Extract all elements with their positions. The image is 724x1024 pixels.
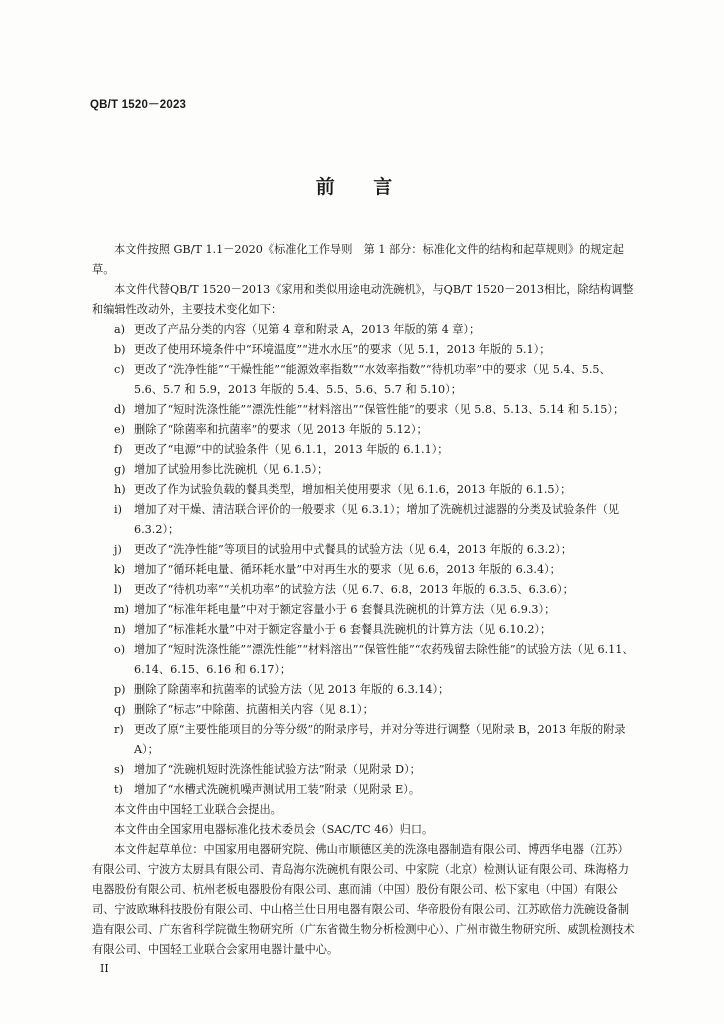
list-item-text: 更改了原“主要性能项目的分等分级”的附录序号，并对分等进行调整（见附录 B，2013 年版的附录 A）； xyxy=(134,723,626,756)
changes-list xyxy=(92,320,638,800)
page-number: II xyxy=(100,962,109,975)
list-item xyxy=(92,720,638,760)
list-item xyxy=(92,480,638,500)
list-item xyxy=(92,400,638,420)
list-item xyxy=(92,640,638,680)
list-item-label: e) xyxy=(114,423,125,436)
list-item xyxy=(92,760,638,780)
list-item-text: 增加了“洗碗机短时洗涤性能试验方法”附录（见附录 D）； xyxy=(134,763,421,776)
list-item-label: o) xyxy=(114,643,126,656)
list-item-label: q) xyxy=(114,703,126,716)
list-item-text: 更改了“待机功率”“关机功率”的试验方法（见 6.7、6.8，2013 年版的 6.3.5、6.3.6）； xyxy=(134,583,574,596)
list-item xyxy=(92,560,638,580)
list-item-label: t) xyxy=(114,783,123,796)
list-item xyxy=(92,460,638,480)
list-item xyxy=(92,320,638,340)
list-item-text: 删除了“标志”中除菌、抗菌相关内容（见 8.1）； xyxy=(134,703,374,716)
list-item xyxy=(92,440,638,460)
closing-paragraph-1: 本文件由中国轻工业联合会提出。 xyxy=(114,803,282,816)
list-item-text: 更改了产品分类的内容（见第 4 章和附录 A，2013 年版的第 4 章）； xyxy=(134,323,481,336)
list-item xyxy=(92,540,638,560)
list-item-label: j) xyxy=(114,543,122,556)
list-item xyxy=(92,360,638,400)
standard-code: QB/T 1520－2023 xyxy=(90,99,187,111)
list-item xyxy=(92,500,638,540)
list-item-label: s) xyxy=(114,763,125,776)
list-item-label: b) xyxy=(114,343,126,356)
list-item-label: g) xyxy=(114,463,126,476)
list-item-label: r) xyxy=(114,723,124,736)
list-item-text: 增加了“短时洗涤性能”“漂洗性能”“材料溶出”“保管性能”的要求（见 5.8、5.13、5.14 和 5.15）； xyxy=(134,403,625,416)
list-item-text: 增加了试验用参比洗碗机（见 6.1.5）； xyxy=(134,463,329,476)
list-item-text: 更改了“电源”中的试验条件（见 6.1.1，2013 年版的 6.1.1）； xyxy=(134,443,449,456)
list-item xyxy=(92,420,638,440)
list-item-text: 更改了作为试验负载的餐具类型，增加相关使用要求（见 6.1.6，2013 年版的 6.1.5）； xyxy=(134,483,572,496)
list-item-text: 删除了除菌率和抗菌率的试验方法（见 2013 年版的 6.3.14）； xyxy=(134,683,450,696)
page-title: 前 言 xyxy=(315,176,409,198)
list-item-label: d) xyxy=(114,403,126,416)
list-item-text: 增加了“标准耗水量”中对于额定容量小于 6 套餐具洗碗机的计算方法（见 6.10.2）； xyxy=(134,623,552,636)
list-item-label: n) xyxy=(114,623,126,636)
drafting-units-paragraph: 本文件起草单位：中国家用电器研究院、佛山市顺德区美的洗涤电器制造有限公司、博西华电器（江苏）有限公司、宁波方太厨具有限公司、青岛海尔洗碗机有限公司、中家院（北京）检测认证有限公司、珠海格力电器股份有限公司、杭州老板电器股份有限公司、惠而浦（中国）股份有限公司、松下家电（中国）有限公司、宁波欧琳科技股份有限公司、中山格兰仕日用电器有限公司、华帝股份有限公司、江苏欧倍力洗碗设备制造有限公司、广东省科学院微生物研究所（广东省微生物分析检测中心）、广州市微生物研究所、威凯检测技术有限公司、中国轻工业联合会家用电器计量中心。 xyxy=(92,843,635,956)
list-item xyxy=(92,680,638,700)
list-item xyxy=(92,620,638,640)
list-item-label: p) xyxy=(114,683,126,696)
list-item-label: a) xyxy=(114,323,126,336)
list-item-text: 更改了使用环境条件中“环境温度”“进水水压”的要求（见 5.1，2013 年版的 5.1）； xyxy=(134,343,551,356)
list-item xyxy=(92,340,638,360)
list-item-text: 更改了“洗净性能”“干燥性能”“能源效率指数”“水效率指数”“待机功率”中的要求（见 5.4、5.5、5.6、5.7 和 5.9，2013 年版的 5.4、5.5、5.6、5.7 和 5.10）； xyxy=(134,363,611,396)
list-item-text: 增加了“循环耗电量、循环耗水量”中对再生水的要求（见 6.6，2013 年版的 6.3.4）； xyxy=(134,563,561,576)
list-item-label: l) xyxy=(114,583,122,596)
intro-paragraph-2: 本文件代替QB/T 1520－2013《家用和类似用途电动洗碗机》，与QB/T 1520－2013相比，除结构调整和编辑性改动外，主要技术变化如下： xyxy=(92,283,634,316)
list-item-label: k) xyxy=(114,563,126,576)
list-item xyxy=(92,580,638,600)
list-item-text: 删除了“除菌率和抗菌率”的要求（见 2013 年版的 5.12）； xyxy=(134,423,428,436)
list-item xyxy=(92,780,638,800)
list-item xyxy=(92,700,638,720)
list-item-text: 增加了“短时洗涤性能”“漂洗性能”“材料溶出”“保管性能”“农药残留去除性能”的试验方法（见 6.11、6.14、6.15、6.16 和 6.17）； xyxy=(134,643,634,676)
list-item-label: i) xyxy=(114,503,122,516)
list-item-text: 增加了对干燥、清洁联合评价的一般要求（见 6.3.1）；增加了洗碗机过滤器的分类及试验条件（见 6.3.2）； xyxy=(134,503,620,536)
list-item-label: m) xyxy=(114,603,129,616)
list-item-label: c) xyxy=(114,363,125,376)
list-item-label: f) xyxy=(114,443,123,456)
foreword-body xyxy=(92,240,638,960)
closing-paragraph-2: 本文件由全国家用电器标准化技术委员会（SAC/TC 46）归口。 xyxy=(114,823,434,836)
list-item-text: 增加了“水槽式洗碗机噪声测试用工装”附录（见附录 E）。 xyxy=(134,783,421,796)
list-item xyxy=(92,600,638,620)
list-item-label: h) xyxy=(114,483,126,496)
list-item-text: 更改了“洗净性能”等项目的试验用中式餐具的试验方法（见 6.4，2013 年版的 6.3.2）； xyxy=(134,543,573,556)
list-item-text: 增加了“标准年耗电量”中对于额定容量小于 6 套餐具洗碗机的计算方法（见 6.9.3）； xyxy=(134,603,556,616)
intro-paragraph-1: 本文件按照 GB/T 1.1－2020《标准化工作导则 第 1 部分：标准化文件的结构和起草规则》的规定起草。 xyxy=(92,243,624,276)
